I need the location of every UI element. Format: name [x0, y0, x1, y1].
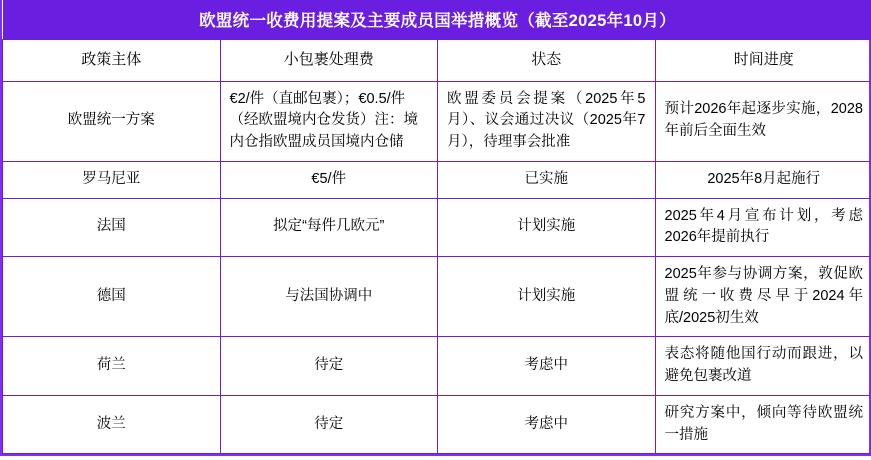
row-fee: 待定: [220, 337, 438, 396]
row-timeline: 2025年8月起施行: [655, 161, 871, 198]
page-title: 欧盟统一收费用提案及主要成员国举措概览（截至2025年10月）: [3, 0, 871, 40]
row-subject: 法国: [3, 198, 221, 257]
row-fee: €5/件: [220, 161, 438, 198]
row-status: 考虑中: [438, 395, 656, 454]
row-timeline: 研究方案中，倾向等待欧盟统一措施: [655, 395, 871, 454]
table-row: [3, 257, 871, 337]
row-fee: 待定: [220, 395, 438, 454]
column-header-timeline: 时间进度: [655, 40, 871, 82]
row-status: 考虑中: [438, 337, 656, 396]
row-status: 计划实施: [438, 198, 656, 257]
row-status: 欧盟委员会提案（2025年5月）、议会通过决议（2025年7月），待理事会批准: [438, 81, 656, 161]
column-header-status: 状态: [438, 40, 656, 82]
row-subject: 波兰: [3, 395, 221, 454]
row-subject: 德国: [3, 257, 221, 337]
table-row: [3, 395, 871, 454]
row-fee: 与法国协调中: [220, 257, 438, 337]
column-header-subject: 政策主体: [3, 40, 221, 82]
row-timeline: 预计2026年起逐步实施，2028年前后全面生效: [655, 81, 871, 161]
table-header-row: [3, 40, 871, 82]
row-subject: 罗马尼亚: [3, 161, 221, 198]
row-timeline: 2025年参与协调方案，敦促欧盟统一收费尽早于2024年底/2025初生效: [655, 257, 871, 337]
row-status: 计划实施: [438, 257, 656, 337]
table-row: [3, 81, 871, 161]
row-fee: €2/件（直邮包裹）；€0.5/件（经欧盟境内仓发货）注：境内仓指欧盟成员国境内仓储: [220, 81, 438, 161]
row-timeline: 表态将随他国行动而跟进，以避免包裹改道: [655, 337, 871, 396]
row-fee: 拟定“每件几欧元”: [220, 198, 438, 257]
table-row: [3, 161, 871, 198]
table-row: [3, 337, 871, 396]
column-header-fee: 小包裹处理费: [220, 40, 438, 82]
table-row: [3, 198, 871, 257]
row-status: 已实施: [438, 161, 656, 198]
row-subject: 欧盟统一方案: [3, 81, 221, 161]
table-title-row: [3, 0, 871, 40]
table-body: [3, 0, 871, 454]
policy-overview-table: [2, 0, 871, 454]
row-subject: 荷兰: [3, 337, 221, 396]
row-timeline: 2025年4月宣布计划，考虑2026年提前执行: [655, 198, 871, 257]
